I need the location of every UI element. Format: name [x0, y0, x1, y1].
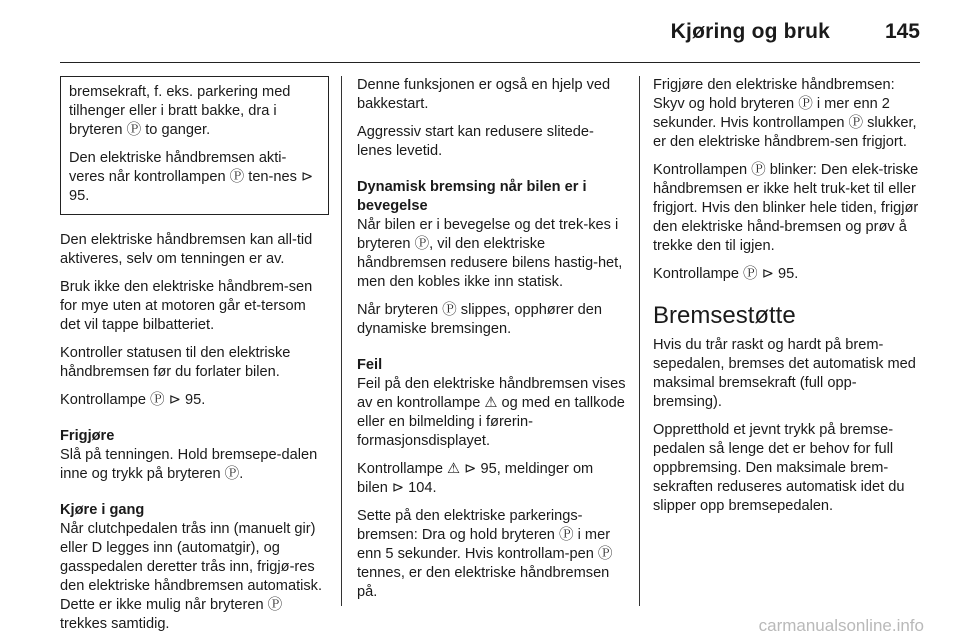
- paragraph: Når clutchpedalen trås inn (manuelt gir) eller D legges inn (automatgir), og gasspedalen deretter trås inn, frigjø-res den elektriske håndbremsen automatisk. Dette er ikke mulig når bryteren Ⓟ trekkes samtidig.: [60, 521, 323, 632]
- header-rule: [60, 62, 920, 63]
- subheading-dynamisk: Dynamisk bremsing når bilen er i bevegelse: [357, 179, 587, 214]
- paragraph: Kontrollampe Ⓟ ⊳ 95.: [653, 266, 799, 282]
- paragraph: Når bilen er i bevegelse og det trek-kes i bryteren Ⓟ, vil den elektriske håndbremsen redusere bilens hastig-het, men den kobles ikke inn statisk.: [357, 217, 623, 290]
- watermark-text: carmanualsonline.info: [758, 616, 924, 635]
- heading-bremsestotte: Bremsestøtte: [653, 302, 796, 329]
- note-paragraph-2: Den elektriske håndbremsen akti-veres når kontrollampen Ⓟ ten-nes ⊳ 95.: [69, 150, 314, 204]
- paragraph: Frigjøre den elektriske håndbremsen: Skyv og hold bryteren Ⓟ i mer enn 2 sekunder. Hvis kontrollampen Ⓟ slukker, er den elektriske håndbrem-sen frigjort.: [653, 77, 917, 150]
- paragraph: Denne funksjonen er også en hjelp ved bakkestart.: [357, 77, 611, 112]
- subheading-frigjore: Frigjøre: [60, 428, 115, 444]
- paragraph: Kontrollampe ⚠ ⊳ 95, meldinger om bilen ⊳ 104.: [357, 461, 594, 496]
- paragraph: Når bryteren Ⓟ slippes, opphører den dynamiske bremsingen.: [357, 302, 602, 337]
- paragraph: Aggressiv start kan redusere slitede-lenes levetid.: [357, 124, 594, 159]
- column-divider-1: [341, 76, 342, 606]
- column-1: [60, 76, 330, 643]
- paragraph: Den elektriske håndbremsen kan all-tid aktiveres, selv om tenningen er av.: [60, 232, 313, 267]
- paragraph: Kontrollampe Ⓟ ⊳ 95.: [60, 392, 206, 408]
- page-header: [0, 0, 960, 60]
- note-paragraph-1: bremsekraft, f. eks. parkering med tilhenger eller i bratt bakke, dra i bryteren Ⓟ to ganger.: [69, 84, 291, 138]
- paragraph: Slå på tenningen. Hold bremsepe-dalen inne og trykk på bryteren Ⓟ.: [60, 447, 318, 482]
- subheading-feil: Feil: [357, 357, 383, 373]
- paragraph: Sette på den elektriske parkerings-bremsen: Dra og hold bryteren Ⓟ i mer enn 5 sekunder. Hvis kontrollam-pen Ⓟ tennes, er den elektriske håndbremsen på.: [357, 508, 613, 600]
- column-3: [653, 76, 923, 525]
- note-box: [60, 76, 329, 215]
- paragraph: Bruk ikke den elektriske håndbrem-sen for mye uten at motoren går et-tersom det vil tappe bilbatteriet.: [60, 279, 313, 333]
- paragraph: Oppretthold et jevnt trykk på bremse-pedalen så lenge det er behov for full oppbremsing. Den maksimale brem-sekraften reduseres automatisk idet du slipper opp bremsepedalen.: [653, 422, 905, 514]
- paragraph: Kontroller statusen til den elektriske håndbremsen før du forlater bilen.: [60, 345, 291, 380]
- paragraph: Kontrollampen Ⓟ blinker: Den elek-triske håndbremsen er ikke helt truk-ket til eller frigjort. Hvis den blinker hele tiden, frigjør den elektriske hånd-bremsen og prøv å trekke den til igjen.: [653, 162, 919, 254]
- column-2: [357, 76, 627, 611]
- section-title: Kjøring og bruk: [670, 20, 830, 43]
- page-number: 145: [884, 20, 920, 43]
- subheading-kjore: Kjøre i gang: [60, 502, 145, 518]
- paragraph: Feil på den elektriske håndbremsen vises av en kontrollampe ⚠ og med en tallkode eller en bilmelding i førerin-formasjonsdisplayet.: [357, 376, 626, 449]
- column-divider-2: [639, 76, 640, 606]
- paragraph: Hvis du trår raskt og hardt på brem-sepedalen, bremses det automatisk med maksimal bremsekraft (full opp-bremsing).: [653, 337, 916, 410]
